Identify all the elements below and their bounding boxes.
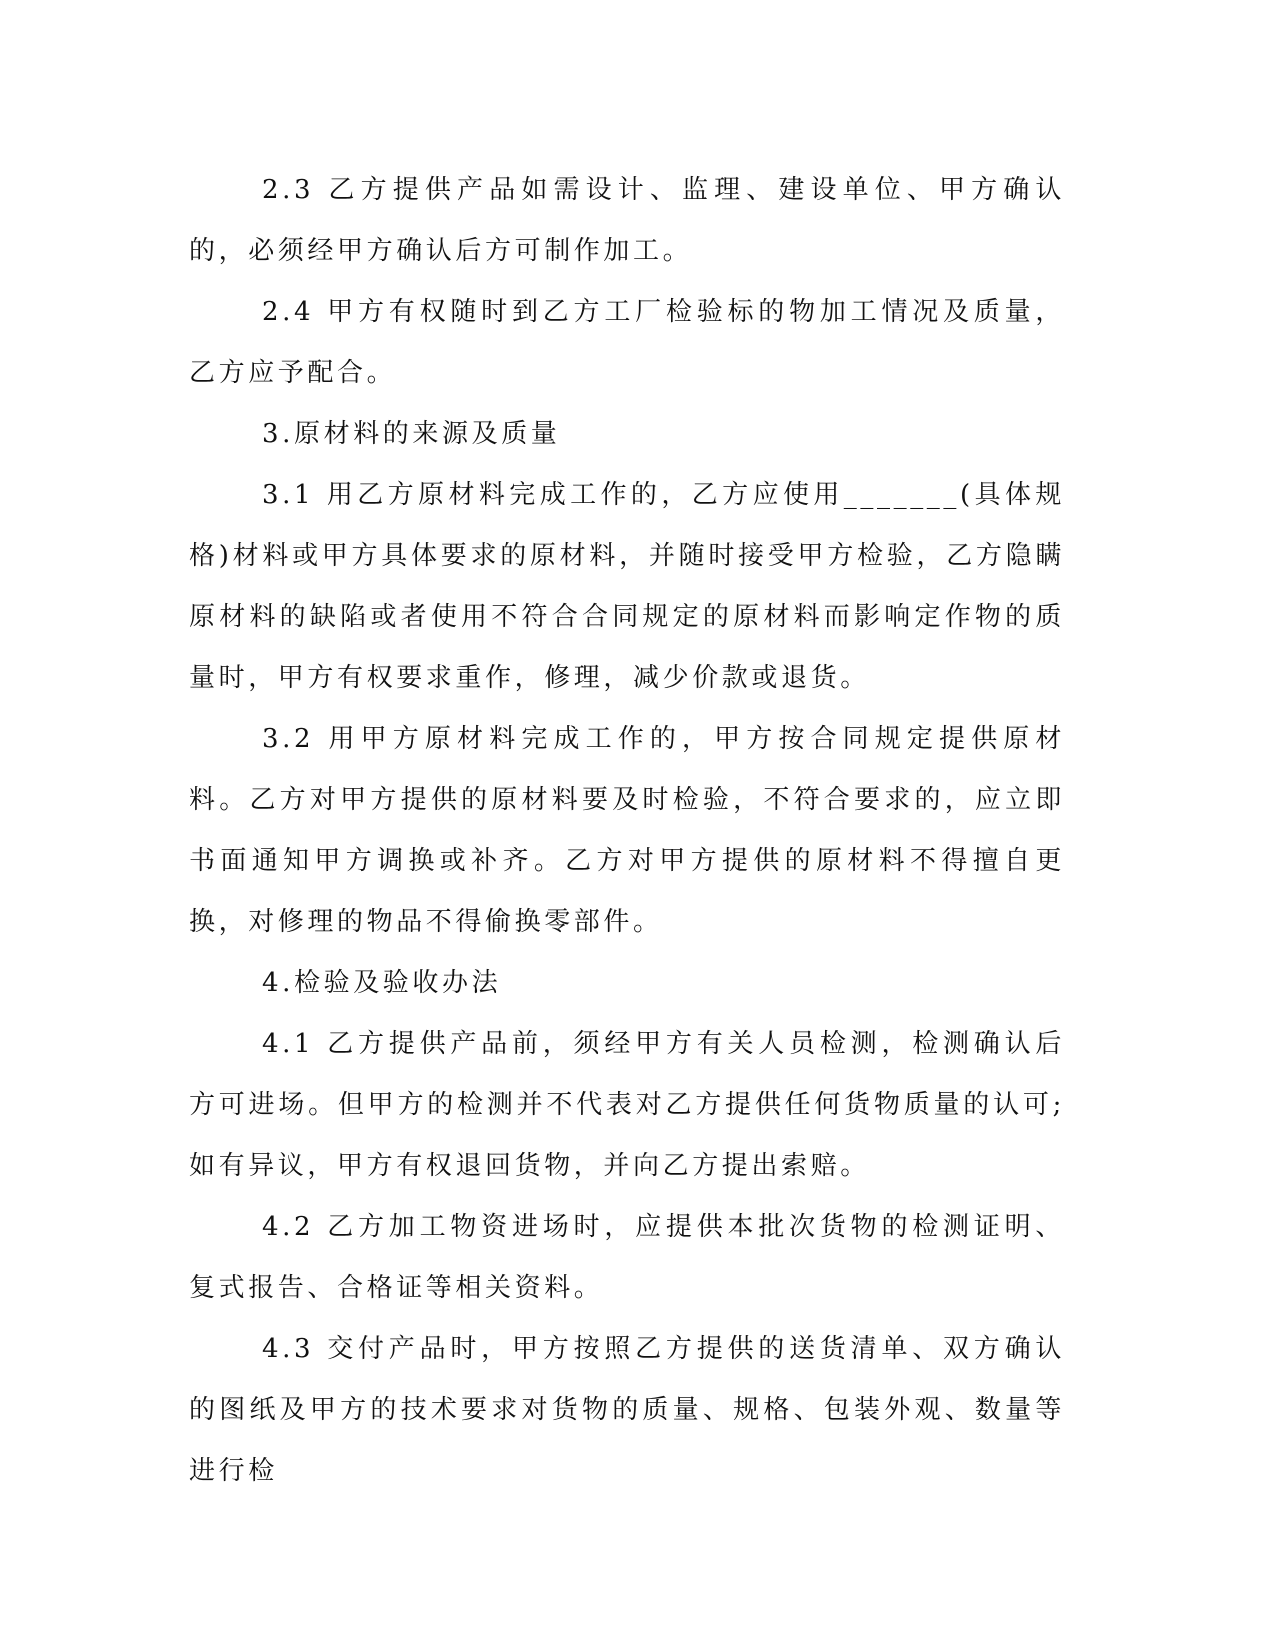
paragraph-2-4: 2.4 甲方有权随时到乙方工厂检验标的物加工情况及质量，乙方应予配合。 (189, 297, 1065, 388)
paragraph-4-2: 4.2 乙方加工物资进场时，应提供本批次货物的检测证明、复式报告、合格证等相关资料。 (189, 1212, 1065, 1303)
section-heading-4: 4.检验及验收办法 (262, 968, 502, 998)
document-body (189, 160, 1065, 1502)
paragraph-4-3: 4.3 交付产品时，甲方按照乙方提供的送货清单、双方确认的图纸及甲方的技术要求对货物的质量、规格、包装外观、数量等进行检 (189, 1334, 1065, 1486)
paragraph-3-1: 3.1 用乙方原材料完成工作的，乙方应使用_______(具体规格)材料或甲方具体要求的原材料，并随时接受甲方检验，乙方隐瞒原材料的缺陷或者使用不符合合同规定的原材料而影响定作物的质量时，甲方有权要求重作，修理，减少价款或退货。 (189, 480, 1065, 693)
paragraph-2-3: 2.3 乙方提供产品如需设计、监理、建设单位、甲方确认的，必须经甲方确认后方可制作加工。 (189, 175, 1065, 266)
paragraph-3-2: 3.2 用甲方原材料完成工作的，甲方按合同规定提供原材料。乙方对甲方提供的原材料要及时检验，不符合要求的，应立即书面通知甲方调换或补齐。乙方对甲方提供的原材料不得擅自更换，对修理的物品不得偷换零部件。 (189, 724, 1065, 937)
section-heading-3: 3.原材料的来源及质量 (262, 419, 561, 449)
paragraph-4-1: 4.1 乙方提供产品前，须经甲方有关人员检测，检测确认后方可进场。但甲方的检测并不代表对乙方提供任何货物质量的认可;如有异议，甲方有权退回货物，并向乙方提出索赔。 (189, 1029, 1065, 1181)
